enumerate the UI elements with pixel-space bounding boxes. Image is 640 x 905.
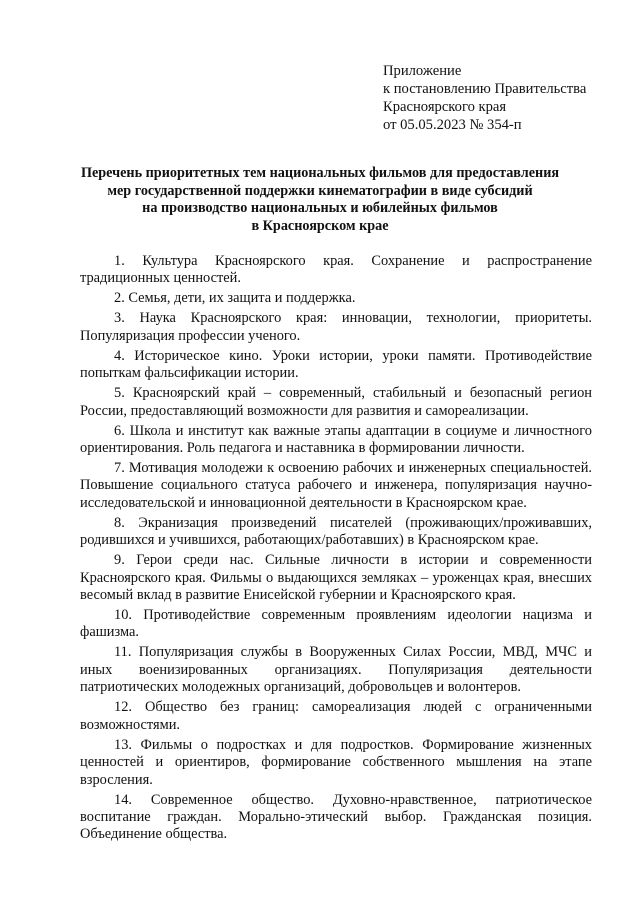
list-item: 9. Герои среди нас. Сильные личности в истории и современности Красноярского края. Фильмы о выдающихся земляках – уроженцах края, внесших весомый вклад в развитие Енисейской губернии и Красноярского края. bbox=[80, 552, 592, 604]
list-item: 10. Противодействие современным проявлениям идеологии нацизма и фашизма. bbox=[80, 607, 592, 641]
title-line: в Красноярском крае bbox=[251, 217, 389, 234]
title-line: мер государственной поддержки кинематографии в виде субсидий bbox=[107, 182, 533, 199]
topic-list bbox=[80, 253, 592, 846]
appendix-line: от 05.05.2023 № 354-п bbox=[383, 117, 522, 133]
list-item: 2. Семья, дети, их защита и поддержка. bbox=[114, 290, 356, 307]
list-item: 7. Мотивация молодежи к освоению рабочих и инженерных специальностей. Повышение социального статуса рабочего и инженера, популяризация научно-исследовательской и инновационной деятельности в Красноярском крае. bbox=[80, 460, 592, 511]
appendix-block bbox=[383, 62, 586, 134]
appendix-line: Красноярского края bbox=[383, 99, 507, 115]
list-item: 13. Фильмы о подростках и для подростков. Формирование жизненных ценностей и ориентиров, формирование собственного мышления на этапе взросления. bbox=[80, 736, 592, 788]
list-item: 1. Культура Красноярского края. Сохранение и распространение традиционных ценностей. bbox=[80, 253, 592, 287]
document-title bbox=[70, 165, 570, 235]
list-item: 3. Наука Красноярского края: инновации, технологии, приоритеты. Популяризация профессии ученого. bbox=[80, 310, 592, 344]
list-item: 4. Историческое кино. Уроки истории, уроки памяти. Противодействие попыткам фальсификации истории. bbox=[80, 347, 592, 382]
appendix-line: к постановлению Правительства bbox=[383, 81, 587, 97]
title-line: Перечень приоритетных тем национальных фильмов для предоставления bbox=[80, 165, 560, 181]
list-item: 12. Общество без границ: самореализация людей с ограниченными возможностями. bbox=[80, 699, 592, 733]
title-line: на производство национальных и юбилейных фильмов bbox=[142, 200, 498, 216]
appendix-line: Приложение bbox=[383, 63, 462, 79]
list-item: 14. Современное общество. Духовно-нравственное, патриотическое воспитание граждан. Морально-этический выбор. Гражданская позиция. Объединение общества. bbox=[80, 791, 592, 843]
list-item: 11. Популяризация службы в Вооруженных Силах России, МВД, МЧС и иных военизированных организациях. Популяризация деятельности патриотических молодежных организаций, добровольцев и волонтеров. bbox=[80, 644, 592, 696]
list-item: 5. Красноярский край – современный, стабильный и безопасный регион России, предоставляющий возможности для развития и самореализации. bbox=[80, 385, 592, 419]
list-item: 8. Экранизация произведений писателей (проживающих/проживавших, родившихся и учившихся, работающих/работавших) в Красноярском крае. bbox=[80, 514, 592, 549]
list-item: 6. Школа и институт как важные этапы адаптации в социуме и личностного ориентирования. Роль педагога и наставника в формировании личности. bbox=[80, 422, 592, 457]
